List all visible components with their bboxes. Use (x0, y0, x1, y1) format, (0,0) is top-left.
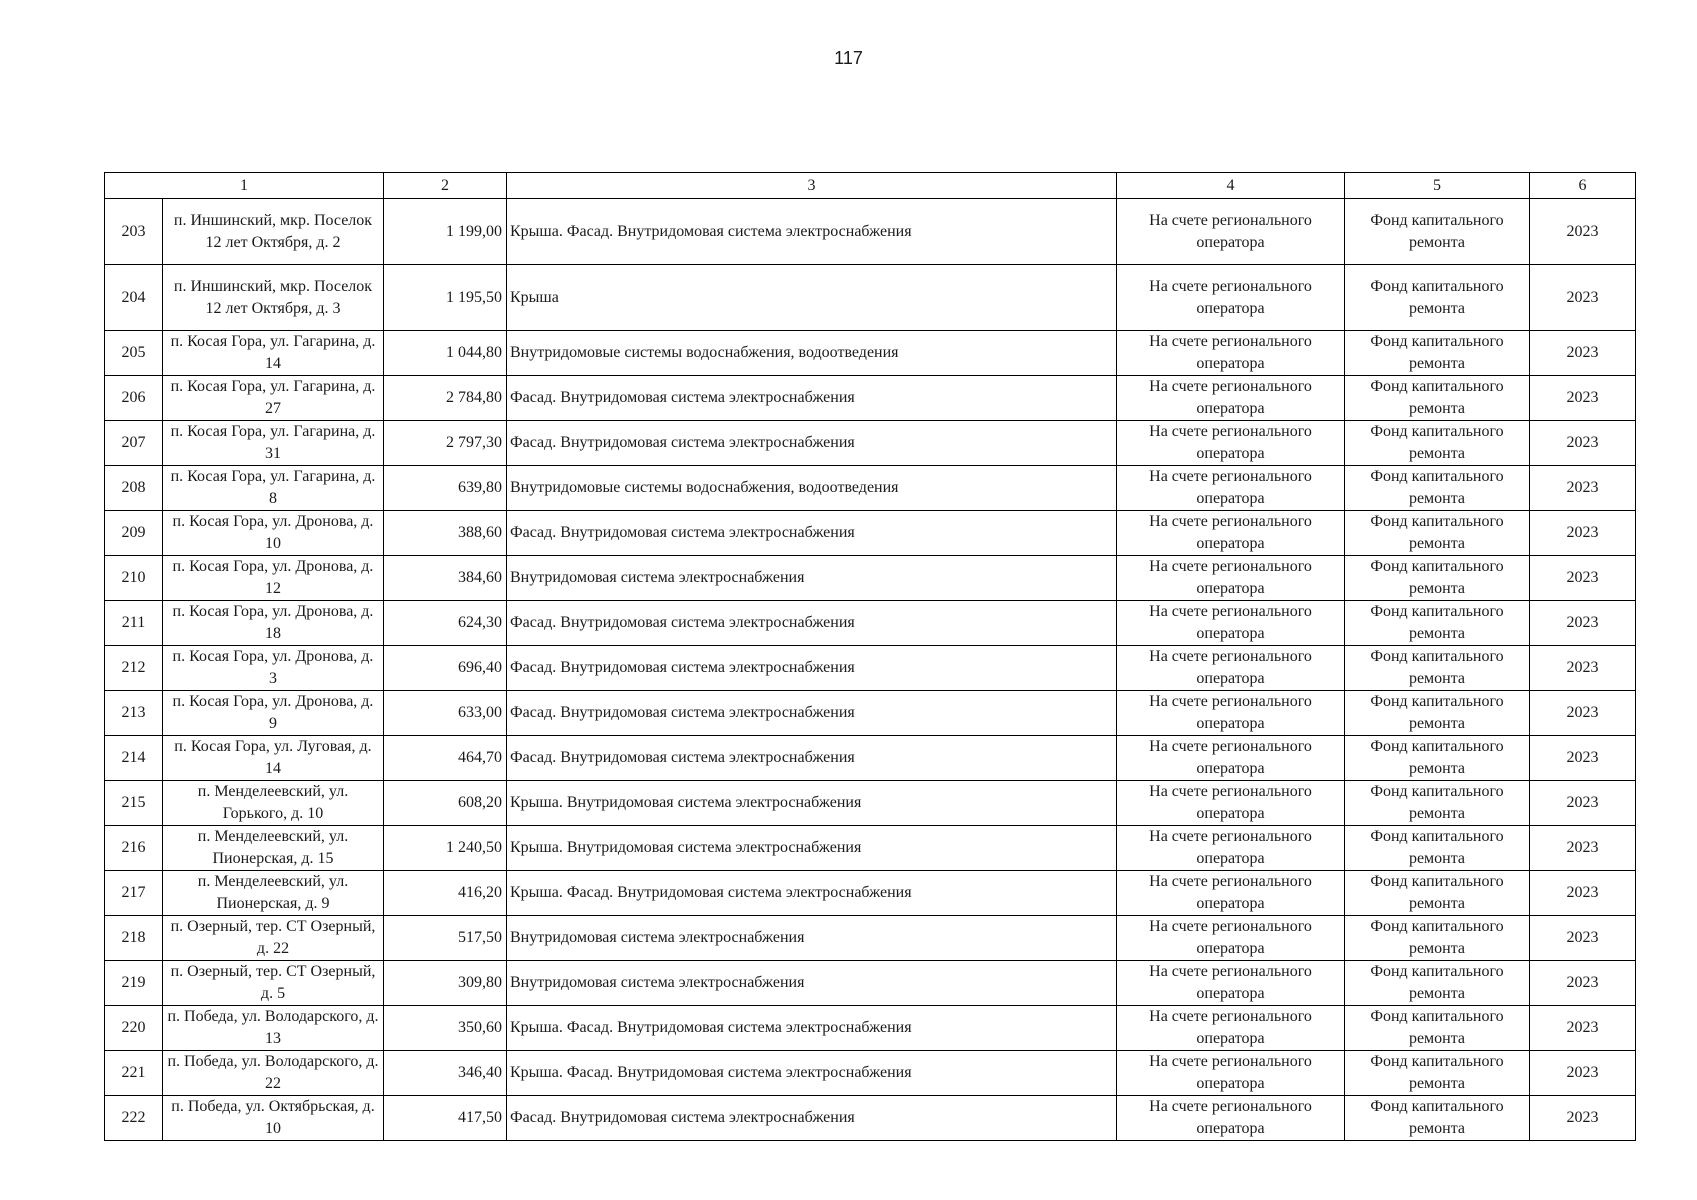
table-row (105, 466, 1636, 511)
works-cell: Крыша. Внутридомовая система электроснабжения (507, 826, 1117, 871)
address-cell: п. Косая Гора, ул. Луговая, д. 14 (163, 736, 384, 781)
address-cell: п. Косая Гора, ул. Гагарина, д. 14 (163, 331, 384, 376)
row-number: 215 (105, 781, 163, 826)
table-row (105, 376, 1636, 421)
funding-source-cell: Фонд капитального ремонта (1345, 466, 1530, 511)
works-cell: Внутридомовая система электроснабжения (507, 961, 1117, 1006)
table-row (105, 199, 1636, 265)
account-cell: На счете регионального оператора (1117, 376, 1345, 421)
year-cell: 2023 (1530, 781, 1636, 826)
funding-source-cell: Фонд капитального ремонта (1345, 826, 1530, 871)
area-cell: 608,20 (384, 781, 507, 826)
area-cell: 1 240,50 (384, 826, 507, 871)
works-cell: Внутридомовая система электроснабжения (507, 556, 1117, 601)
works-cell: Фасад. Внутридомовая система электроснабжения (507, 1096, 1117, 1141)
works-cell: Внутридомовая система электроснабжения (507, 916, 1117, 961)
row-number: 208 (105, 466, 163, 511)
header-col-4: 4 (1117, 173, 1345, 199)
address-cell: п. Косая Гора, ул. Дронова, д. 3 (163, 646, 384, 691)
area-cell: 309,80 (384, 961, 507, 1006)
account-cell: На счете регионального оператора (1117, 781, 1345, 826)
funding-source-cell: Фонд капитального ремонта (1345, 646, 1530, 691)
repair-schedule-table (104, 172, 1636, 1141)
address-cell: п. Озерный, тер. СТ Озерный, д. 5 (163, 961, 384, 1006)
year-cell: 2023 (1530, 511, 1636, 556)
address-cell: п. Косая Гора, ул. Гагарина, д. 27 (163, 376, 384, 421)
row-number: 207 (105, 421, 163, 466)
row-number: 219 (105, 961, 163, 1006)
year-cell: 2023 (1530, 556, 1636, 601)
address-cell: п. Косая Гора, ул. Гагарина, д. 31 (163, 421, 384, 466)
year-cell: 2023 (1530, 691, 1636, 736)
account-cell: На счете регионального оператора (1117, 646, 1345, 691)
works-cell: Фасад. Внутридомовая система электроснабжения (507, 691, 1117, 736)
account-cell: На счете регионального оператора (1117, 736, 1345, 781)
funding-source-cell: Фонд капитального ремонта (1345, 199, 1530, 265)
table-row (105, 646, 1636, 691)
row-number: 204 (105, 265, 163, 331)
address-cell: п. Косая Гора, ул. Гагарина, д. 8 (163, 466, 384, 511)
works-cell: Внутридомовые системы водоснабжения, водоотведения (507, 331, 1117, 376)
funding-source-cell: Фонд капитального ремонта (1345, 736, 1530, 781)
address-cell: п. Победа, ул. Володарского, д. 22 (163, 1051, 384, 1096)
row-number: 206 (105, 376, 163, 421)
funding-source-cell: Фонд капитального ремонта (1345, 781, 1530, 826)
works-cell: Крыша. Фасад. Внутридомовая система электроснабжения (507, 1051, 1117, 1096)
funding-source-cell: Фонд капитального ремонта (1345, 376, 1530, 421)
area-cell: 346,40 (384, 1051, 507, 1096)
account-cell: На счете регионального оператора (1117, 601, 1345, 646)
area-cell: 639,80 (384, 466, 507, 511)
table-row (105, 601, 1636, 646)
account-cell: На счете регионального оператора (1117, 691, 1345, 736)
table-row (105, 511, 1636, 556)
year-cell: 2023 (1530, 826, 1636, 871)
funding-source-cell: Фонд капитального ремонта (1345, 556, 1530, 601)
account-cell: На счете регионального оператора (1117, 961, 1345, 1006)
row-number: 209 (105, 511, 163, 556)
year-cell: 2023 (1530, 421, 1636, 466)
year-cell: 2023 (1530, 376, 1636, 421)
funding-source-cell: Фонд капитального ремонта (1345, 1006, 1530, 1051)
funding-source-cell: Фонд капитального ремонта (1345, 1096, 1530, 1141)
works-cell: Крыша. Фасад. Внутридомовая система электроснабжения (507, 871, 1117, 916)
row-number: 211 (105, 601, 163, 646)
row-number: 212 (105, 646, 163, 691)
address-cell: п. Менделеевский, ул. Горького, д. 10 (163, 781, 384, 826)
area-cell: 2 797,30 (384, 421, 507, 466)
account-cell: На счете регионального оператора (1117, 421, 1345, 466)
works-cell: Фасад. Внутридомовая система электроснабжения (507, 511, 1117, 556)
year-cell: 2023 (1530, 646, 1636, 691)
works-cell: Фасад. Внутридомовая система электроснабжения (507, 736, 1117, 781)
table-row (105, 961, 1636, 1006)
row-number: 205 (105, 331, 163, 376)
row-number: 214 (105, 736, 163, 781)
table-row (105, 1096, 1636, 1141)
row-number: 217 (105, 871, 163, 916)
year-cell: 2023 (1530, 1006, 1636, 1051)
funding-source-cell: Фонд капитального ремонта (1345, 961, 1530, 1006)
address-cell: п. Косая Гора, ул. Дронова, д. 18 (163, 601, 384, 646)
address-cell: п. Косая Гора, ул. Дронова, д. 10 (163, 511, 384, 556)
works-cell: Внутридомовые системы водоснабжения, водоотведения (507, 466, 1117, 511)
year-cell: 2023 (1530, 916, 1636, 961)
header-col-1: 1 (105, 173, 384, 199)
account-cell: На счете регионального оператора (1117, 511, 1345, 556)
account-cell: На счете регионального оператора (1117, 1006, 1345, 1051)
address-cell: п. Менделеевский, ул. Пионерская, д. 15 (163, 826, 384, 871)
year-cell: 2023 (1530, 1051, 1636, 1096)
row-number: 222 (105, 1096, 163, 1141)
area-cell: 1 195,50 (384, 265, 507, 331)
address-cell: п. Иншинский, мкр. Поселок 12 лет Октября, д. 2 (163, 199, 384, 265)
area-cell: 696,40 (384, 646, 507, 691)
area-cell: 624,30 (384, 601, 507, 646)
table-row (105, 826, 1636, 871)
table-row (105, 736, 1636, 781)
area-cell: 384,60 (384, 556, 507, 601)
year-cell: 2023 (1530, 871, 1636, 916)
funding-source-cell: Фонд капитального ремонта (1345, 421, 1530, 466)
area-cell: 388,60 (384, 511, 507, 556)
works-cell: Крыша. Фасад. Внутридомовая система электроснабжения (507, 199, 1117, 265)
works-cell: Фасад. Внутридомовая система электроснабжения (507, 646, 1117, 691)
area-cell: 633,00 (384, 691, 507, 736)
year-cell: 2023 (1530, 265, 1636, 331)
address-cell: п. Победа, ул. Октябрьская, д. 10 (163, 1096, 384, 1141)
table-row (105, 1006, 1636, 1051)
works-cell: Крыша. Фасад. Внутридомовая система электроснабжения (507, 1006, 1117, 1051)
account-cell: На счете регионального оператора (1117, 556, 1345, 601)
area-cell: 2 784,80 (384, 376, 507, 421)
year-cell: 2023 (1530, 961, 1636, 1006)
works-cell: Фасад. Внутридомовая система электроснабжения (507, 601, 1117, 646)
row-number: 220 (105, 1006, 163, 1051)
year-cell: 2023 (1530, 466, 1636, 511)
account-cell: На счете регионального оператора (1117, 1096, 1345, 1141)
address-cell: п. Косая Гора, ул. Дронова, д. 12 (163, 556, 384, 601)
address-cell: п. Победа, ул. Володарского, д. 13 (163, 1006, 384, 1051)
page-number: 117 (834, 48, 863, 68)
header-col-5: 5 (1345, 173, 1530, 199)
year-cell: 2023 (1530, 736, 1636, 781)
year-cell: 2023 (1530, 601, 1636, 646)
account-cell: На счете регионального оператора (1117, 466, 1345, 511)
area-cell: 416,20 (384, 871, 507, 916)
table-row (105, 265, 1636, 331)
account-cell: На счете регионального оператора (1117, 871, 1345, 916)
row-number: 203 (105, 199, 163, 265)
row-number: 218 (105, 916, 163, 961)
works-cell: Крыша (507, 265, 1117, 331)
address-cell: п. Менделеевский, ул. Пионерская, д. 9 (163, 871, 384, 916)
account-cell: На счете регионального оператора (1117, 916, 1345, 961)
row-number: 210 (105, 556, 163, 601)
funding-source-cell: Фонд капитального ремонта (1345, 331, 1530, 376)
account-cell: На счете регионального оператора (1117, 826, 1345, 871)
funding-source-cell: Фонд капитального ремонта (1345, 511, 1530, 556)
works-cell: Фасад. Внутридомовая система электроснабжения (507, 421, 1117, 466)
area-cell: 417,50 (384, 1096, 507, 1141)
year-cell: 2023 (1530, 1096, 1636, 1141)
account-cell: На счете регионального оператора (1117, 331, 1345, 376)
table-row (105, 1051, 1636, 1096)
table-row (105, 781, 1636, 826)
funding-source-cell: Фонд капитального ремонта (1345, 871, 1530, 916)
address-cell: п. Озерный, тер. СТ Озерный, д. 22 (163, 916, 384, 961)
table-row (105, 871, 1636, 916)
funding-source-cell: Фонд капитального ремонта (1345, 265, 1530, 331)
area-cell: 464,70 (384, 736, 507, 781)
account-cell: На счете регионального оператора (1117, 265, 1345, 331)
table-row (105, 916, 1636, 961)
address-cell: п. Иншинский, мкр. Поселок 12 лет Октября, д. 3 (163, 265, 384, 331)
year-cell: 2023 (1530, 331, 1636, 376)
funding-source-cell: Фонд капитального ремонта (1345, 691, 1530, 736)
row-number: 221 (105, 1051, 163, 1096)
header-col-3: 3 (507, 173, 1117, 199)
row-number: 213 (105, 691, 163, 736)
table-row (105, 556, 1636, 601)
table-row (105, 691, 1636, 736)
works-cell: Фасад. Внутридомовая система электроснабжения (507, 376, 1117, 421)
year-cell: 2023 (1530, 199, 1636, 265)
table-row (105, 331, 1636, 376)
table-row (105, 421, 1636, 466)
account-cell: На счете регионального оператора (1117, 1051, 1345, 1096)
address-cell: п. Косая Гора, ул. Дронова, д. 9 (163, 691, 384, 736)
funding-source-cell: Фонд капитального ремонта (1345, 1051, 1530, 1096)
row-number: 216 (105, 826, 163, 871)
funding-source-cell: Фонд капитального ремонта (1345, 916, 1530, 961)
area-cell: 1 044,80 (384, 331, 507, 376)
header-col-6: 6 (1530, 173, 1636, 199)
header-row (105, 173, 1636, 199)
account-cell: На счете регионального оператора (1117, 199, 1345, 265)
area-cell: 1 199,00 (384, 199, 507, 265)
area-cell: 350,60 (384, 1006, 507, 1051)
works-cell: Крыша. Внутридомовая система электроснабжения (507, 781, 1117, 826)
funding-source-cell: Фонд капитального ремонта (1345, 601, 1530, 646)
header-col-2: 2 (384, 173, 507, 199)
area-cell: 517,50 (384, 916, 507, 961)
